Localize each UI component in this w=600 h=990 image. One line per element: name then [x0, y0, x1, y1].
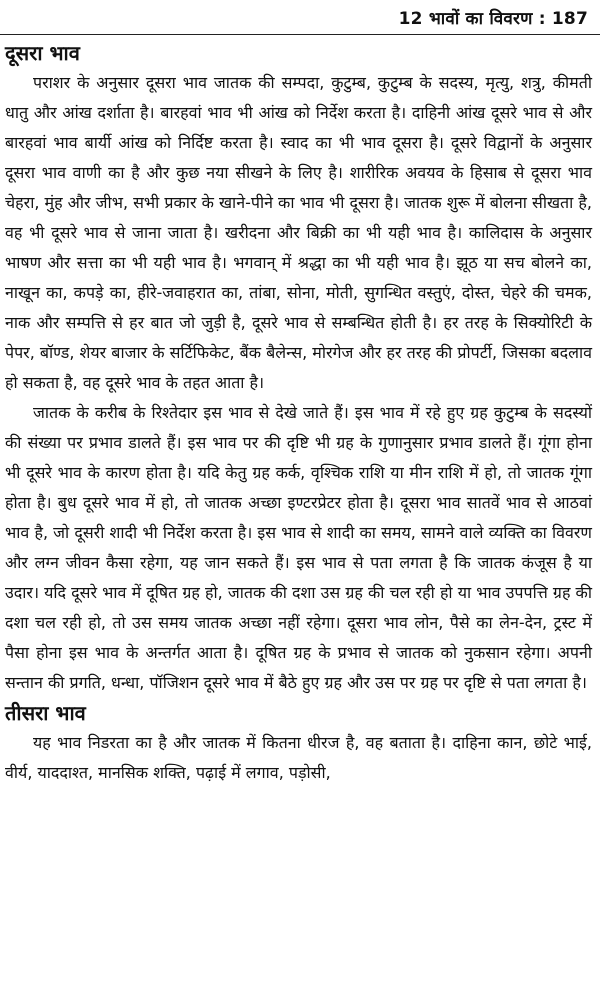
- paragraph: पराशर के अनुसार दूसरा भाव जातक की सम्पदा, कुटुम्ब, कुटुम्ब के सदस्य, मृत्यु, शत्रु, कीमती धातु और आंख दर्शाता है। बारहवां भाव भी आंख को निर्देश करता है। दाहिनी आंख दूसरे भाव से और बारहवां भाव बार्यी आंख को निर्दिष्ट करता है। स्वाद का भी भाव दूसरा है। दूसरे विद्वानों के अनुसार दूसरा भाव वाणी का है और कुछ नया सीखने के लिए है। शारीरिक अवयव के हिसाब से दूसरा भाव चेहरा, मुंह और जीभ, सभी प्रकार के खाने-पीने का भाव भी दूसरा है। जातक शुरू में बोलना सीखता है, वह भी दूसरे भाव से जाना जाता है। खरीदना और बिक्री का भी यही भाव है। कालिदास के अनुसार भाषण और सत्ता का भी यही भाव है। भगवान् में श्रद्धा का भी यही भाव है। झूठ या सच बोलने का, नाखून का, कपड़े का, हीरे-जवाहरात का, तांबा, सोना, मोती, सुगन्धित वस्तुएं, दोस्त, चेहरे की चमक, नाक और सम्पत्ति से हर बात जो जुड़ी है, दूसरे भाव से सम्बन्धित होती है। हर तरह के सिक्योरिटी के पेपर, बॉण्ड, शेयर बाजार के सर्टिफिकेट, बैंक बैलेन्स, मोरगेज और हर तरह की प्रोपर्टी, जिसका बदलाव हो सकता है, वह दूसरे भाव के तहत आता है।: [5, 73, 592, 392]
- section-second-house: [5, 38, 592, 698]
- section-third-house: [5, 698, 592, 788]
- page-body: [5, 38, 592, 788]
- running-header: 12 भावों का विवरण : 187: [398, 9, 588, 29]
- paragraph: जातक के करीब के रिश्तेदार इस भाव से देखे जाते हैं। इस भाव में रहे हुए ग्रह कुटुम्ब के सदस्यों की संख्या पर प्रभाव डालते हैं। इस भाव पर की दृष्टि भी ग्रह के गुणानुसार प्रभाव डालते हैं। गूंगा होना भी दूसरे भाव के कारण होता है। यदि केतु ग्रह कर्क, वृश्चिक राशि या मीन राशि में हो, तो जातक गूंगा होता है। बुध दूसरे भाव में हो, तो जातक अच्छा इण्टरप्रेटर होता है। दूसरा भाव सातवें भाव से आठवां भाव है, जो दूसरी शादी भी निर्देश करता है। इस भाव से शादी का समय, सामने वाले व्यक्ति का विवरण और लग्न जीवन कैसा रहेगा, यह जान सकते हैं। इस भाव से पता लगता है कि जातक कंजूस है या उदार। यदि दूसरे भाव में दूषित ग्रह हो, जातक की दशा उस ग्रह की चल रही हो या भाव उपपत्ति ग्रह की दशा चल रही हो, तो उस समय जातक अच्छा नहीं रहेगा। दूसरा भाव लोन, पैसे का लेन-देन, ट्रस्ट में पैसा होना इस भाव के अन्तर्गत आता है। दूषित ग्रह के प्रभाव से जातक को नुकसान रहेगा। अपनी सन्तान की प्रगति, धन्धा, पॉजिशन दूसरे भाव में बैठे हुए ग्रह और उस पर ग्रह पर दृष्टि से पता लगता है।: [5, 403, 592, 692]
- paragraph: यह भाव निडरता का है और जातक में कितना धीरज है, वह बताता है। दाहिना कान, छोटे भाई, वीर्य, याददाश्त, मानसिक शक्ति, पढ़ाई में लगाव, पड़ोसी,: [5, 733, 592, 782]
- header-rule: [0, 34, 600, 35]
- section-heading: दूसरा भाव: [5, 41, 80, 65]
- section-heading: तीसरा भाव: [5, 701, 86, 725]
